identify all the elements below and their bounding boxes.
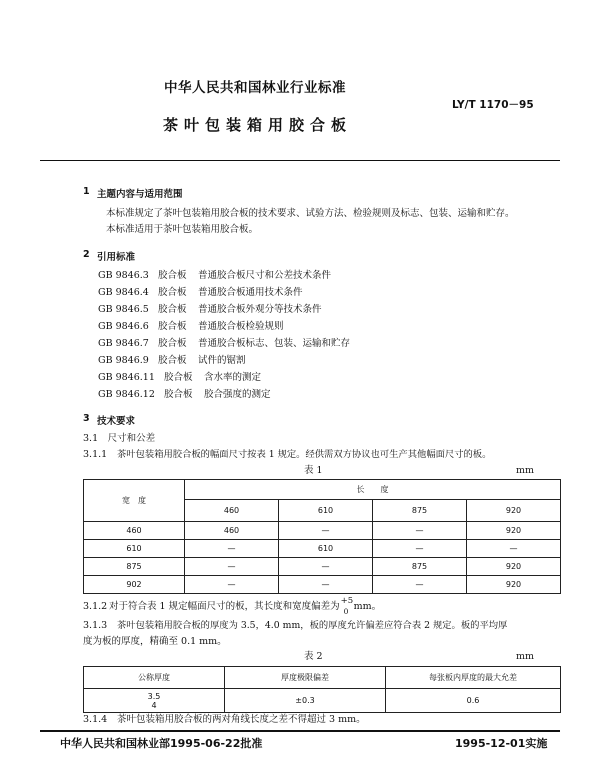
ref-cat: 胶合板 [158,287,187,298]
table1-cell: — [373,522,467,540]
table1-col-header: 610 [279,500,373,522]
sec3-1-2-lead: 对于符合表 1 规定幅面尺寸的板，其长度和宽度偏差为 [109,601,340,612]
sec3-title: 技术要求 [97,416,136,427]
table2-thickness [84,689,225,713]
table2-caption: 表 2 [304,651,323,662]
ref-cat: 胶合板 [158,304,187,315]
table1-cell: 920 [467,576,561,594]
ref-cat: 胶合板 [158,321,187,332]
ref-code: GB 9846.6 [98,321,149,332]
ref-desc: 普通胶合板尺寸和公差技术条件 [198,270,332,281]
table1-col-header: 875 [373,500,467,522]
ref-item [98,304,322,316]
table1-cell: — [279,576,373,594]
table1-cell: 610 [279,540,373,558]
table1-length-header: 长 度 [185,480,561,500]
table1-cell: 920 [467,558,561,576]
ref-code: GB 9846.5 [98,304,149,315]
table1-cell: 902 [84,576,185,594]
table1-caption: 表 1 [304,465,323,476]
table2 [83,666,561,713]
ref-code: GB 9846.4 [98,287,149,298]
ref-cat: 胶合板 [158,338,187,349]
table2-max-diff: 0.6 [386,689,561,713]
sec3-1-3-line2: 度为板的厚度，精确至 0.1 mm。 [83,636,227,647]
standard-code: LY/T 1170－95 [452,99,534,111]
sec3-1-2-unit: mm。 [353,601,382,612]
table1-cell: — [185,576,279,594]
table2-unit: mm [516,651,535,662]
thickness-value: 3.5 [147,691,161,701]
ref-desc: 普通胶合板外观分等技术条件 [198,304,322,315]
table1-cell: 460 [84,522,185,540]
sec3-1-4-num: 3.1.4 [83,714,108,725]
sec3-1-3-line1: 茶叶包装箱用胶合板的厚度为 3.5，4.0 mm，板的厚度允许偏差应符合表 2 规定。板的平均厚 [117,620,508,631]
tolerance-stack [340,596,354,616]
ref-code: GB 9846.3 [98,270,149,281]
sec1-p1: 本标准规定了茶叶包装箱用胶合板的技术要求、试验方法、检验规则及标志、包装、运输和贮存。 [106,208,515,219]
ref-desc: 普通胶合板标志、包装、运输和贮存 [198,338,351,349]
table-row [84,689,561,713]
sec3-1-1-num: 3.1.1 [83,449,108,460]
table1-cell: 610 [84,540,185,558]
ref-cat: 胶合板 [158,270,187,281]
header-rule [40,160,560,161]
ref-item [98,338,350,350]
table-row [84,558,561,576]
ref-desc: 普通胶合板检验规则 [198,321,284,332]
sec3-num: 3 [83,413,90,424]
ref-item [98,287,303,299]
org-title: 中华人民共和国林业行业标准 [164,80,346,96]
table-row [84,540,561,558]
table1-unit: mm [516,465,535,476]
footer-issuer: 中华人民共和国林业部1995-06-22批准 [60,737,263,750]
ref-item [98,355,246,367]
ref-item [98,321,284,333]
table1-col-header: 920 [467,500,561,522]
thickness-value: 4 [151,700,157,710]
sec3-1: 3.1 尺寸和公差 [83,433,156,444]
table1-col-header: 460 [185,500,279,522]
ref-code: GB 9846.11 [98,372,155,383]
table1-cell: 920 [467,522,561,540]
ref-code: GB 9846.9 [98,355,149,366]
table2-header: 厚度极限偏差 [225,667,386,689]
ref-code: GB 9846.7 [98,338,149,349]
sec3-1-4-text: 茶叶包装箱用胶合板的两对角线长度之差不得超过 3 mm。 [117,714,366,725]
ref-desc: 胶合强度的测定 [204,389,271,400]
table2-header: 公称厚度 [84,667,225,689]
sec3-1-2-text [109,596,382,616]
ref-item [98,389,271,401]
table2-header: 每张板内厚度的最大允差 [386,667,561,689]
table1-cell: 875 [84,558,185,576]
ref-cat: 胶合板 [164,389,193,400]
ref-desc: 含水率的测定 [204,372,262,383]
sec3-1-1-text: 茶叶包装箱用胶合板的幅面尺寸按表 1 规定。经供需双方协议也可生产其他幅面尺寸的板。 [117,449,492,460]
table2-tolerance: ±0.3 [225,689,386,713]
table1-cell: — [279,522,373,540]
ref-desc: 普通胶合板通用技术条件 [198,287,303,298]
sec3-1-3-num: 3.1.3 [83,620,108,631]
ref-cat: 胶合板 [164,372,193,383]
footer-effective: 1995-12-01实施 [455,737,548,750]
table1-cell: — [373,540,467,558]
table1-cell: — [467,540,561,558]
table-row [84,522,561,540]
ref-desc: 试件的锯割 [198,355,246,366]
table1-cell: 875 [373,558,467,576]
sec1-title: 主题内容与适用范围 [97,189,183,200]
tolerance-upper: +5 [340,596,354,606]
sec2-num: 2 [83,249,90,260]
table1-cell: — [373,576,467,594]
sec2-title: 引用标准 [97,252,136,263]
ref-item [98,270,331,282]
table1 [83,479,561,594]
footer-rule [40,730,560,732]
doc-title: 茶叶包装箱用胶合板 [163,116,353,134]
table1-cell: — [279,558,373,576]
sec1-p2: 本标准适用于茶叶包装箱用胶合板。 [106,224,259,235]
ref-code: GB 9846.12 [98,389,155,400]
table1-cell: — [185,540,279,558]
sec1-num: 1 [83,186,90,197]
tolerance-lower: 0 [343,607,349,616]
ref-item [98,372,261,384]
table1-cell: — [185,558,279,576]
table-row [84,576,561,594]
table1-width-header: 宽 度 [84,480,185,522]
ref-cat: 胶合板 [158,355,187,366]
sec3-1-2-num: 3.1.2 [83,601,108,612]
table1-cell: 460 [185,522,279,540]
